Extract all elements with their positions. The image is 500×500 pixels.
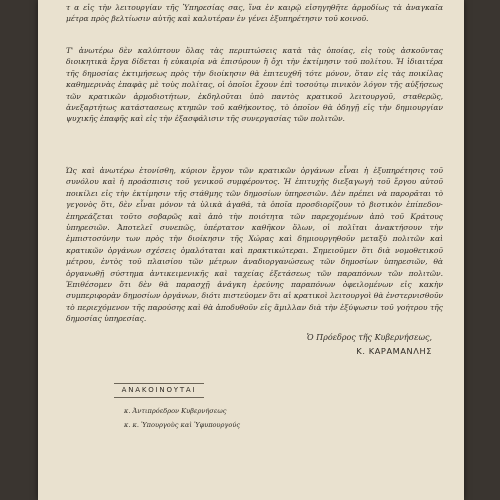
paragraph-3: Ὡς καὶ ἀνωτέρω ἐτονίσθη, κύριον ἔργον τῶν κρατικῶν ὀργάνων εἶναι ἡ ἐξυπηρέτησις τοῦ συνόλου καὶ ἡ προάσπισις τοῦ γενικοῦ συμφέροντος. Ἡ ἐπιτυχὴς διεξαγωγὴ τοῦ ἔργου αὐτοῦ ποικίλει εἰς τὴν ἐκτίμησιν τῆς στάθμης τῶν δημοσίων ὑπηρεσιῶν. Δὲν πρέπει νὰ παρορᾶται τὸ γεγονὸς ὅτι, δὲν εἶναι μόνον τὰ ὑλικὰ ἀγαθά, τὰ ὁποῖα προσδιορίζουν τὸ βιοτικὸν ἐπίπεδον· ἐπηρεάζεται τοῦτο σοβαρῶς καὶ ἀπὸ τὴν ποιότητα τῶν παρεχομένων ἀπὸ τοῦ Κράτους ὑπηρεσιῶν. Ἀποτελεῖ συνεπῶς, ὑπέρτατον καθῆκον ὅλων, οἱ πολῖται ἀνακτήσουν τὴν ἐμπιστοσύνην των πρὸς τὴν διοίκησιν τῆς Χώρας καὶ δημιουργηθοῦν μεταξὺ πολιτῶν καὶ κρατικῶν ὀργάνων σχέσεις ὁμαλόταται καὶ πρακτικώτεραι. Σημειοῦμεν ὅτι διὰ νομοθετικοῦ μέτρου, ἐντὸς τοῦ πλαισίου τῶν μέτρων ἀναδιοργανώσεως τῶν δημοσίων ὑπηρεσιῶν, θὰ ὀργανωθῇ σύστημα ἀντικειμενικῆς καὶ ταχείας ἐξετάσεως τῶν παραπόνων τῶν πολιτῶν. Ἐπιθέσομεν ὅτι δὲν θὰ παρασχῇ ἀνάγκη ἐρεύνης παραπόνων ὀφειλομένων εἰς κακὴν συμπεριφορὰν δημοσίων ὀργάνων, διότι πιστεύομεν ὅτι αἱ κρατικοὶ λειτουργοὶ θὰ ἐνστερνισθοῦν τὸ περιεχόμενον τῆς παρούσης καὶ θὰ ἀποδυθοῦν εἰς ἅμιλλαν διὰ τὴν ἐξύψωσιν τοῦ γοήτρου τῆς δημοσίας ὑπηρεσίας.	[66, 166, 443, 324]
signature-role: Ὁ Πρόεδρος τῆς Κυβερνήσεως,	[306, 333, 432, 342]
paragraph-2: Τ' ἀνωτέρω δὲν καλύπτουν ὅλας τὰς περιπτώσεις κατὰ τὰς ὁποίας, εἰς τοὺς ἀσκοῦντας διοικητικὰ ἔργα δίδεται ἡ εὐκαιρία νὰ ἐπισύρουν ἢ ὄχι τὴν ἐκτίμησιν τοῦ πολίτου. Ἡ ἰδιαιτέρα τῆς δημοσίας ἐκτιμήσεως πρὸς τὴν διοίκησιν θὰ ἐπιτευχθῆ τότε μόνον, ὅταν εἰς τὰς ποικίλας καθημερινὰς ἐπαφὰς μὲ τοὺς πολίτας, οἱ ὁποῖοι ἔχουν ἐπὶ τοσούτῳ πινικὸν λόγον τῆς αὐξήσεως τῶν κρατικῶν ἁρμοδιοτήτων, ἐκδηλοῦται ὑπὸ παντὸς κρατικοῦ λειτουργοῦ, σταθερῶς, ἀνεξαρτήτως κατάστασεως κτηπῶν τοῦ καθήκοντος, τὸ ὁποῖον θὰ ὁδηγῇ εἰς τὴν δημιουργίαν ψυχικῆς ἐπαφῆς καὶ εἰς τὴν ἐξασφάλισιν τῆς συνεργασίας τῶν πολιτῶν.	[66, 46, 443, 124]
recipient-2: κ. κ. Ὑπουργοὺς καὶ Ὑφυπουργούς	[124, 421, 241, 429]
paragraph-1: τ α εἰς τὴν λειτουργίαν τῆς Ὑπηρεσίας σας, ἵνα ἐν καιρῷ εἰσηγηθῆτε ἁρμοδίως τὰ ἀναγκαῖα μέτρα πρὸς βελτίωσιν αὐτῆς καὶ καλυτέραν ἐν γένει ἐξυπηρέτησιν τοῦ κοινοῦ.	[66, 3, 443, 24]
recipient-1: κ. Ἀντιπρόεδρον Κυβερνήσεως	[124, 407, 227, 415]
announce-heading: ΑΝΑΚΟΙΝΟΥΤΑΙ	[114, 383, 204, 398]
signature-name: Κ. ΚΑΡΑΜΑΝΛΗΣ	[356, 346, 432, 356]
document-page	[38, 0, 464, 500]
